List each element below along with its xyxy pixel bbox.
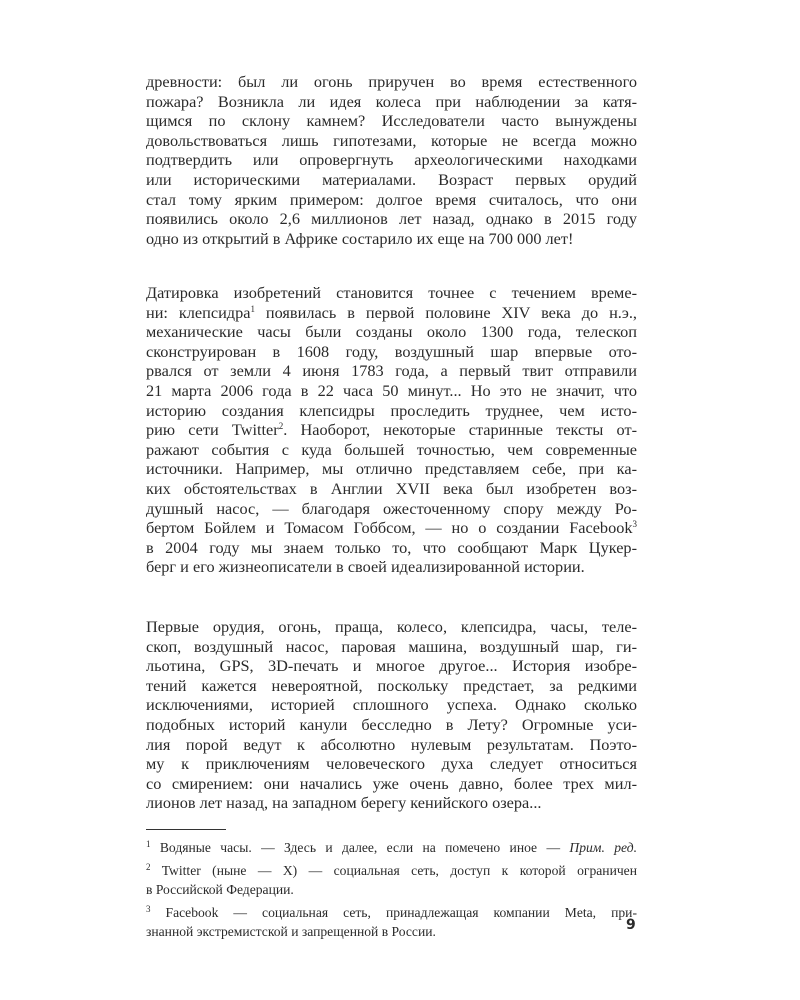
text-line: появились около 2,6 миллионов лет назад, однако в 2015 году	[146, 209, 637, 229]
text-line: со смирением: они начались уже очень давно, более трех мил-	[146, 773, 637, 793]
text-span: бертом Бойлем и Томасом Гоббсом, — но о создании Facebook	[146, 518, 633, 538]
text-line: рвался от земли 4 июня 1783 года, а первый твит отправили	[146, 361, 637, 381]
text-line: Первые орудия, огонь, праща, колесо, клепсидра, часы, теле-	[146, 617, 637, 636]
text-line: подтвердить или опровергнуть археологическими находками	[146, 150, 637, 170]
paragraph-2	[146, 283, 637, 577]
text-line: скоп, воздушный насос, паровая машина, воздушный шар, ги-	[146, 636, 637, 656]
text-line: историю создания клепсидры проследить труднее, чем исто-	[146, 400, 637, 420]
footnote-italic: Прим. ред.	[569, 840, 637, 855]
footnote-ref[interactable]: 2	[278, 421, 284, 432]
text-line: подобных историй канули бесследно в Лету? Огромные уси-	[146, 714, 637, 734]
footnote-divider	[146, 829, 226, 830]
text-line: сконструирован в 1608 году, воздушный шар впервые ото-	[146, 341, 637, 361]
text-line: древности: был ли огонь приручен во время естественного	[146, 72, 637, 91]
text-line: ких обстоятельствах в Англии XVII века был изобретен воз-	[146, 478, 637, 498]
footnote-3-cont: знанной экстремистской и запрещенной в России.	[146, 924, 436, 940]
text-line	[146, 518, 637, 538]
text-line: ражают события с куда большей точностью, чем современные	[146, 439, 637, 459]
text-line: источники. Например, мы отлично представляем себе, при ка-	[146, 459, 637, 479]
text-line	[146, 303, 637, 323]
text-line: или историческими материалами. Возраст первых орудий	[146, 169, 637, 189]
text-line	[146, 420, 637, 440]
footnote-text: Водяные часы. — Здесь и далее, если на помечено иное —	[159, 840, 570, 855]
paragraph-3	[146, 617, 637, 813]
text-span: . Наоборот, некоторые старинные тексты от-	[283, 420, 637, 440]
footnote-2-cont: в Российской Федерации.	[146, 882, 294, 898]
text-line: лия порой ведут к абсолютно нулевым результатам. Поэто-	[146, 734, 637, 754]
footnote-text: Twitter (ныне — X) — социальная сеть, доступ к которой ограничен	[161, 862, 637, 878]
footnote-ref[interactable]: 1	[250, 303, 255, 314]
text-span: рию сети Twitter	[146, 420, 279, 440]
footnote-text: Facebook — социальная сеть, принадлежащая компании Meta, при-	[165, 904, 637, 920]
text-line: пожара? Возникла ли идея колеса при наблюдении за катя-	[146, 91, 637, 111]
footnote-mark: 1	[146, 839, 151, 849]
text-line: берг и его жизнеописатели в своей идеализированной истории.	[146, 557, 585, 577]
footnote-1	[146, 838, 637, 858]
text-line: льотина, GPS, 3D-печать и многое другое... История изобре-	[146, 656, 637, 676]
text-line: душный насос, — благодаря ожесточенному спору между Ро-	[146, 498, 637, 518]
text-line: щимся по склону камнем? Исследователи часто вынуждены	[146, 111, 637, 131]
page-number: 9	[626, 917, 636, 933]
text-line: 21 марта 2006 года в 22 часа 50 минут... Но это не значит, что	[146, 380, 637, 400]
text-line: исключениями, историей сплошного успеха. Однако сколько	[146, 695, 637, 715]
footnote-mark: 3	[146, 903, 151, 914]
text-line: в 2004 году мы знаем только то, что сообщают Марк Цукер-	[146, 537, 637, 557]
text-line: одно из открытий в Африке состарило их еще на 700 000 лет!	[146, 228, 574, 248]
footnote-mark: 2	[146, 861, 151, 872]
text-line: му к приключениям человеческого духа следует относиться	[146, 754, 637, 774]
paragraph-1	[146, 72, 637, 248]
footnote-ref[interactable]: 3	[632, 519, 637, 530]
footnote-2	[146, 861, 637, 881]
footnote-3	[146, 903, 637, 923]
text-line: стал тому ярким примером: долгое время считалось, что они	[146, 189, 637, 209]
text-line: механические часы были созданы около 1300 года, телескоп	[146, 322, 637, 342]
text-span: ни: клепсидра	[146, 302, 251, 322]
text-line: Датировка изобретений становится точнее с течением време-	[146, 283, 637, 302]
text-line: тений кажется невероятной, поскольку предстает, за редкими	[146, 675, 637, 695]
footnotes	[146, 838, 637, 942]
text-span: появилась в первой половине XIV века до н.э.,	[265, 302, 637, 322]
text-line: довольствоваться лишь гипотезами, которые не всегда можно	[146, 130, 637, 150]
text-line: лионов лет назад, на западном берегу кенийского озера...	[146, 793, 542, 813]
